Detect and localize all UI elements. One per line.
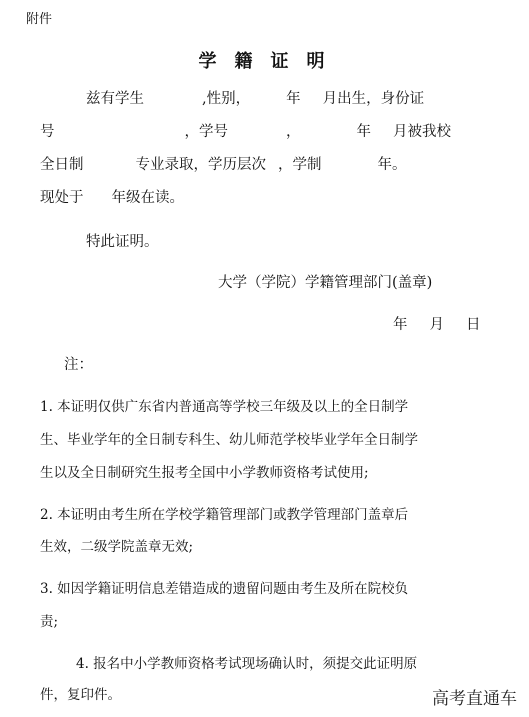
- notes-label: 注：: [64, 357, 93, 373]
- body-text: 月被我校: [393, 124, 451, 140]
- note-4-line-1: 4. 报名中小学教师资格考试现场确认时，须提交此证明原: [76, 656, 418, 672]
- date-month: 月: [429, 317, 444, 333]
- body-text: ,性别，: [202, 91, 251, 107]
- note-2-line-1: 2. 本证明由考生所在学校学籍管理部门或教学管理部门盖章后: [40, 507, 409, 523]
- document-title: 学籍证明: [198, 51, 343, 72]
- body-line-4: [40, 189, 184, 207]
- note-1-line-2: 生、毕业学年的全日制专科生、幼儿师范学校毕业学年全日制学: [40, 432, 418, 448]
- body-text: 兹有学生: [86, 91, 144, 107]
- note-1-line-3: 生以及全日制研究生报考全国中小学教师资格考试使用;: [40, 465, 369, 481]
- date-year: 年: [393, 317, 408, 333]
- note-4-line-2: 件，复印件。: [40, 687, 121, 703]
- attachment-label: 附件: [26, 12, 53, 27]
- body-line-1: [86, 90, 424, 108]
- body-text: 号: [40, 124, 55, 140]
- body-line-3: [40, 156, 407, 174]
- certify-text: 特此证明。: [86, 234, 159, 250]
- body-text: 年: [356, 124, 371, 140]
- body-text: ，学制: [278, 157, 322, 173]
- watermark-text: 高考直通车: [432, 689, 517, 709]
- signature-date: [393, 316, 481, 334]
- note-1-line-1: 1. 本证明仅供广东省内普通高等学校三年级及以上的全日制学: [40, 399, 409, 415]
- body-text: 月出生，身份证: [322, 91, 425, 107]
- body-text: ，: [286, 124, 301, 140]
- body-text: 专业录取，学历层次: [135, 157, 266, 173]
- body-line-2: [40, 123, 451, 141]
- department-seal-line: 大学（学院）学籍管理部门(盖章): [218, 275, 433, 291]
- body-text: 年级在读。: [111, 190, 184, 206]
- body-text: 年。: [377, 157, 407, 173]
- body-text: 全日制: [40, 157, 84, 173]
- date-day: 日: [466, 317, 481, 333]
- note-3-line-2: 责;: [40, 614, 59, 630]
- note-3-line-1: 3. 如因学籍证明信息差错造成的遗留问题由考生及所在院校负: [40, 581, 409, 597]
- body-text: 年: [286, 91, 301, 107]
- body-text: 现处于: [40, 190, 84, 206]
- body-text: ，学号: [184, 124, 228, 140]
- note-2-line-2: 生效，二级学院盖章无效;: [40, 539, 194, 555]
